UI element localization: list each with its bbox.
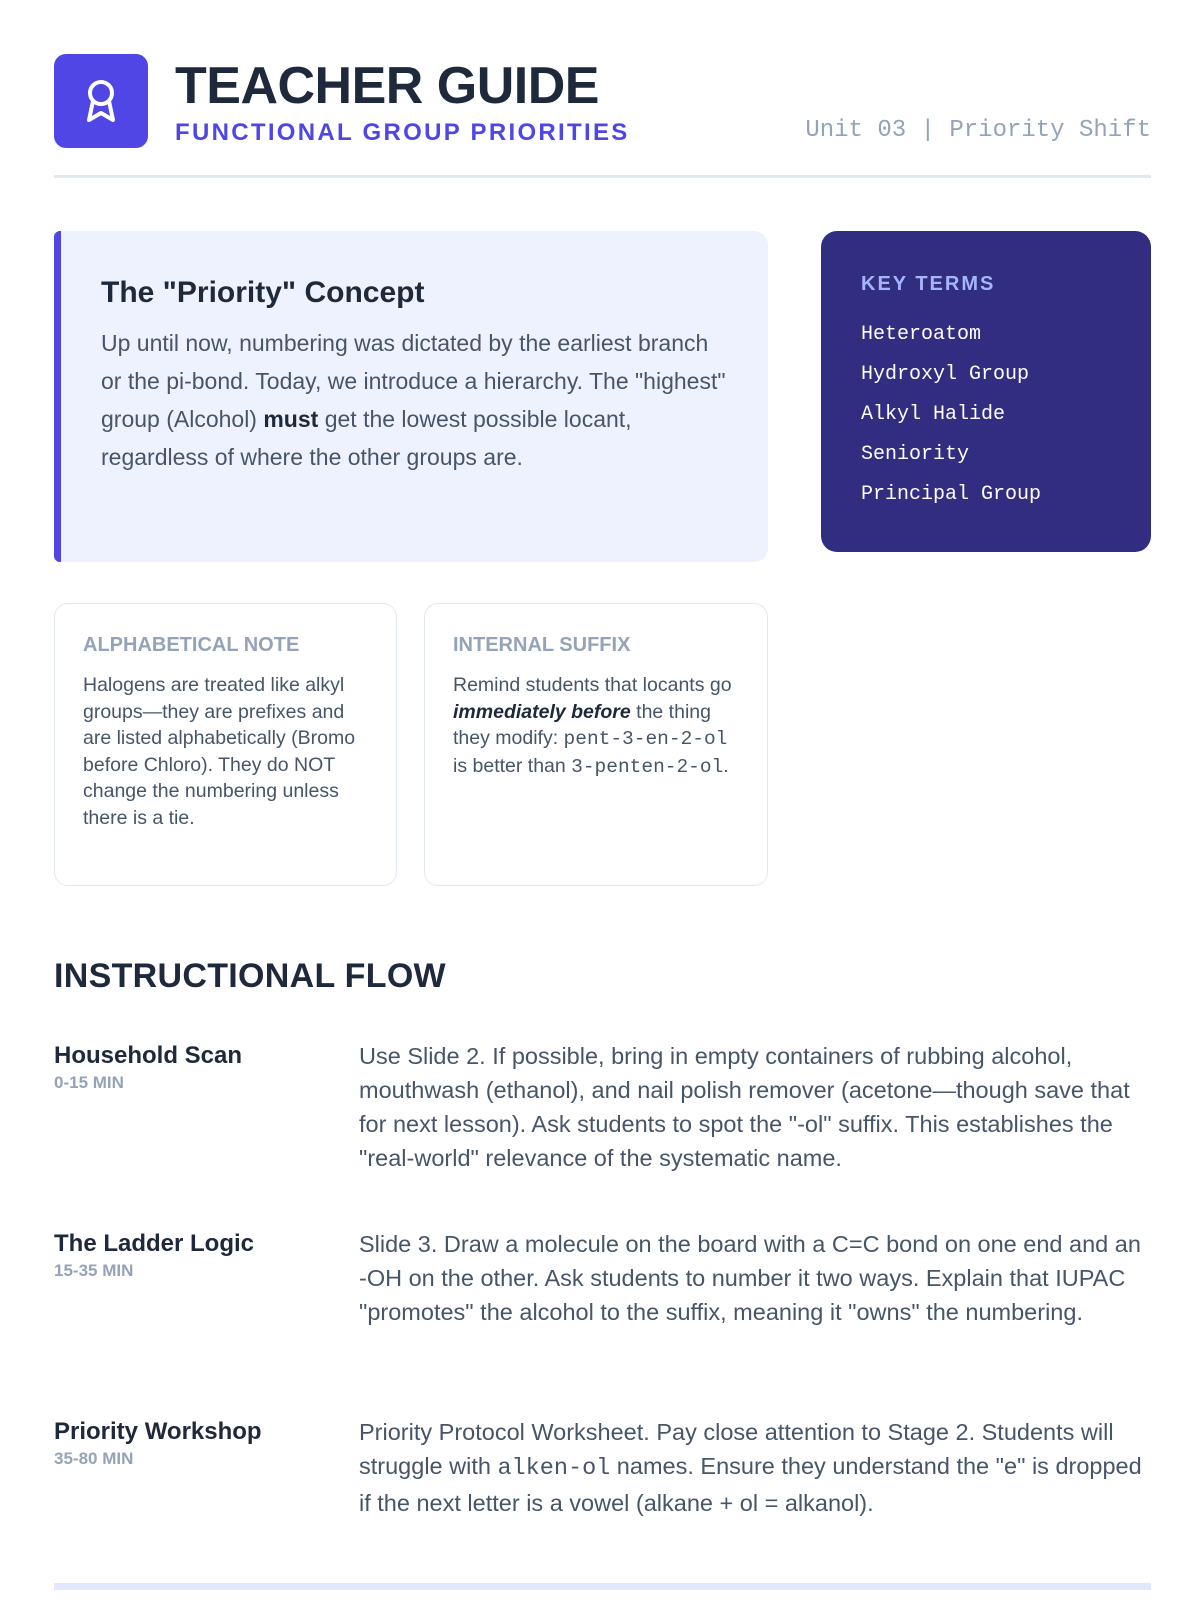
- suffix-text-middle: the thing they modify:: [453, 700, 711, 750]
- key-term-item: Alkyl Halide: [861, 403, 1006, 426]
- unit-label: Unit 03 | Priority Shift: [805, 117, 1151, 144]
- key-terms-list: [861, 315, 1111, 515]
- key-term-item: Hydroxyl Group: [861, 363, 1030, 386]
- suffix-text-end: .: [723, 754, 729, 777]
- flow-step-time: 35-80 MIN: [54, 1449, 134, 1468]
- page-title: TEACHER GUIDE: [175, 57, 599, 115]
- flow-step-code: alken-ol: [497, 1455, 611, 1482]
- page-subtitle: FUNCTIONAL GROUP PRIORITIES: [175, 119, 630, 146]
- key-term-item: Seniority: [861, 443, 970, 466]
- alphabetical-note-text: Halogens are treated like alkyl groups—they are prefixes and are listed alphabetically (Bromo before Chloro). They do NOT change the numbering unless there is a tie.: [83, 674, 356, 829]
- key-term-item: Principal Group: [861, 483, 1042, 506]
- concept-heading: The "Priority" Concept: [101, 276, 425, 309]
- flow-step-description: Use Slide 2. If possible, bring in empty containers of rubbing alcohol, mouthwash (ethanol), and nail polish remover (acetone—though save that for next lesson). Ask students to spot the "-ol" suffix. This establishes the "real-world" relevance of the systematic name.: [359, 1043, 1130, 1171]
- internal-suffix-card: [424, 603, 768, 886]
- flow-step-title: Household Scan: [54, 1042, 243, 1069]
- alphabetical-note-card: [54, 603, 397, 886]
- code-bad-example: 3-penten-2-ol: [571, 755, 724, 778]
- code-good-example: pent-3-en-2-ol: [563, 728, 728, 751]
- suffix-emphasis: immediately before: [453, 700, 631, 723]
- internal-suffix-heading: INTERNAL SUFFIX: [453, 634, 631, 656]
- priority-concept-card: [54, 231, 768, 562]
- internal-suffix-text: [453, 672, 739, 780]
- flow-step-text-end: names. Ensure they understand the "e" is dropped if the next letter is a vowel (alkane + ol = alkanol).: [359, 1453, 1142, 1516]
- flow-step-description: Slide 3. Draw a molecule on the board with a C=C bond on one end and an -OH on the other. Ask students to number it two ways. Explain that IUPAC "promotes" the alcohol to the suffix, meaning it "owns" the numbering.: [359, 1231, 1141, 1325]
- flow-step-time: 15-35 MIN: [54, 1261, 134, 1280]
- concept-text-end: get the lowest possible locant, regardless of where the other groups are.: [101, 406, 632, 470]
- alphabetical-note-heading: ALPHABETICAL NOTE: [83, 634, 300, 656]
- flow-step-time: 0-15 MIN: [54, 1073, 124, 1092]
- suffix-text-between: is better than: [453, 754, 572, 777]
- logo-badge: [54, 54, 148, 148]
- concept-text: [101, 324, 728, 476]
- suffix-text-start: Remind students that locants go: [453, 674, 732, 696]
- footer-divider: [54, 1583, 1151, 1590]
- flow-step-title: The Ladder Logic: [54, 1230, 255, 1257]
- instructional-flow-heading: INSTRUCTIONAL FLOW: [54, 957, 446, 995]
- concept-text-start: Up until now, numbering was dictated by the earliest branch or the pi-bond. Today, we introduce a hierarchy. The "highest" group (Alcohol): [101, 330, 726, 432]
- award-ribbon-icon: [81, 78, 121, 124]
- key-term-item: Heteroatom: [861, 323, 982, 346]
- flow-step-text-start: Priority Protocol Worksheet. Pay close attention to Stage 2. Students will struggle with: [359, 1419, 1114, 1479]
- key-terms-panel: [821, 231, 1151, 552]
- flow-step-description: [359, 1415, 1151, 1520]
- key-terms-label: KEY TERMS: [861, 273, 996, 295]
- flow-step-title: Priority Workshop: [54, 1418, 262, 1445]
- concept-emphasis: must: [263, 406, 319, 432]
- page-header: [54, 54, 1151, 178]
